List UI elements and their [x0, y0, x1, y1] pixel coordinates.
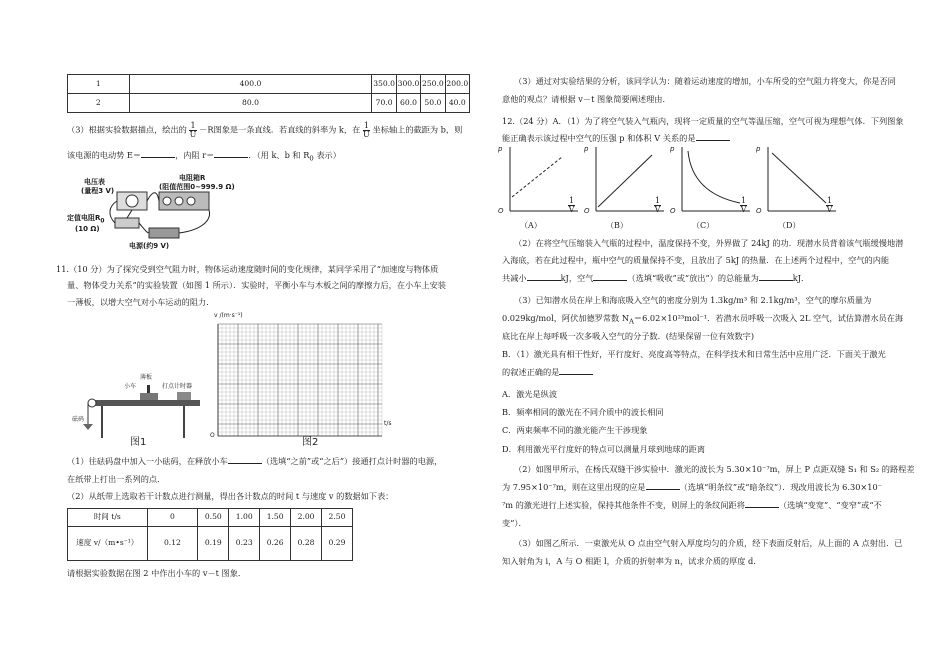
table-cell: 70.0 — [372, 94, 396, 113]
pv-graphs-row — [498, 145, 838, 235]
fraction-numerator: 1 — [363, 121, 369, 130]
a2-line1: （2）在将空气压缩装入气瓶的过程中，温度保持不变，外界做了 24kJ 的功．现潜水员背着该气瓶缓慢地潜 — [514, 238, 904, 248]
resistance-data-table — [67, 74, 470, 113]
answer-blank[interactable] — [759, 273, 793, 281]
text-segment: kJ． — [792, 273, 810, 283]
table-cell: 0 — [147, 509, 198, 527]
option-b[interactable]: B．频率相同的激光在不同介质中的波长相同 — [502, 407, 664, 417]
q10-part3-line1 — [67, 122, 462, 139]
fraction-numerator: 1 — [190, 121, 196, 130]
graph-option-label: （D） — [778, 221, 801, 230]
wire — [179, 210, 210, 233]
b2-line2 — [502, 482, 882, 493]
text-segment: kJ，空气 — [560, 273, 594, 283]
answer-blank[interactable] — [527, 273, 561, 281]
text-segment: 能正确表示该过程中空气的压强 p 和体积 V 关系的是 — [502, 133, 696, 143]
fraction-denominator: U — [189, 130, 197, 139]
text-segment: ⁷m 的激光进行上述实验，保持其他条件不变，则屏上的条纹间距将 — [502, 500, 745, 510]
answer-blank[interactable] — [593, 273, 627, 281]
origin-label: O — [670, 207, 676, 215]
p-axis-label: p — [498, 145, 503, 153]
text-segment: 共减小 — [502, 273, 527, 283]
text-segment: （选填“明条纹”或“暗条纹”）．现改用波长为 6.30×10⁻ — [679, 482, 882, 492]
a2-line3 — [502, 273, 809, 284]
circuit-diagram — [67, 170, 247, 255]
p-axis-label: p — [584, 145, 589, 153]
q11-intro-line2: 量、物体受力关系”的实验装置（如图 1 所示）．实验时，平衡小车与木板之间的摩擦力后，在小车上安装 — [67, 280, 446, 290]
answer-blank[interactable] — [646, 482, 680, 490]
b2-line4: 变”）． — [502, 518, 527, 528]
fraction-denominator: U — [363, 130, 370, 139]
graph-paper — [212, 320, 402, 450]
answer-blank[interactable] — [559, 367, 593, 375]
figure-2-caption: 图2 — [302, 437, 319, 448]
text-segment: ．（用 k、b 和 R — [248, 150, 310, 160]
text-segment: （选填“吸收”或“放出”）的总能量为 — [627, 273, 759, 283]
answer-blank[interactable] — [228, 456, 262, 464]
pv-curve — [512, 157, 562, 197]
resistor-knob — [175, 197, 183, 205]
table-cell: 40.0 — [445, 94, 469, 113]
q11-intro-line1: 11.（10 分）为了探究受到空气阻力时，物体运动速度随时间的变化规律，某同学采用了“加速度与物体质 — [56, 264, 439, 274]
table-cell: 0.29 — [322, 527, 353, 561]
grid-origin-label: O — [210, 432, 215, 439]
q11-part1-line2: 在纸带上打出一系列的点． — [67, 474, 166, 484]
p-axis-label: p — [670, 145, 675, 153]
origin-label: O — [584, 207, 590, 215]
x-axis-label: $\frac{1}{V}$ — [654, 196, 661, 214]
table-cell: 0.19 — [198, 527, 229, 561]
x-axis-label: $\frac{1}{V}$ — [568, 196, 575, 214]
q11-part3-line2: 意他的观点？请根据 v－t 图象简要阐述理由． — [502, 94, 671, 104]
grid-lines — [218, 324, 382, 436]
q11-part1-line1 — [67, 456, 442, 467]
text-segment: （选填“变宽”、“变窄”或“不 — [778, 500, 882, 510]
grid-y-axis-label: v /(m·s⁻¹) — [214, 312, 243, 319]
pv-graph — [670, 145, 748, 235]
a3-line3: 底比在岸上每呼吸一次多吸入空气的分子数．(结果保留一位有效数字) — [502, 331, 755, 341]
text-segment: 定值电阻R — [67, 214, 101, 222]
power-source-label: 电源(约9 V) — [129, 242, 170, 250]
weight-label: 砝码 — [72, 416, 85, 423]
b1-line2 — [502, 367, 593, 378]
pv-graph — [756, 145, 834, 235]
wire — [127, 210, 132, 218]
table-row — [68, 527, 353, 561]
fraction-1-over-U — [189, 122, 196, 139]
q12-line1: 12.（24 分）A．（1）为了将空气装入气瓶内，现将一定质量的空气等温压缩，空气可视为理想气体．下列图象 — [502, 116, 904, 126]
a3-line1: （3）已知潜水员在岸上和海底吸入空气的密度分别为 1.3kg/m³ 和 2.1kg/m³，空气的摩尔质量为 — [514, 295, 872, 305]
track-board — [90, 400, 200, 406]
thin-plate — [147, 385, 150, 393]
option-a[interactable]: A．激光是纵波 — [502, 389, 558, 399]
q11-part2-end: 请根据实验数据在图 2 中作出小车的 v－t 图象． — [67, 568, 247, 578]
origin-label: O — [756, 207, 762, 215]
fixed-resistor-body — [115, 218, 139, 228]
weight-pan — [83, 424, 93, 430]
text-segment: 0.029kg/mol，阿伏加德罗常数 N — [502, 313, 629, 323]
table-cell: 80.0 — [129, 94, 372, 113]
voltmeter-label: 电压表 — [84, 178, 105, 186]
b3-line2: 知入射角为 i，A 与 O 相距 l，介质的折射率为 n，试求介质的厚度 d． — [502, 556, 762, 566]
q11-part3-line1: （3）通过对实验结果的分析，该同学认为：随着运动速度的增加，小车所受的空气阻力将变大，你是否同 — [514, 76, 896, 86]
voltmeter-range-label: (量程3 V) — [81, 187, 115, 195]
table-cell: 200.0 — [445, 75, 469, 94]
a2-line2: 入海底，若在此过程中，瓶中空气的质量保持不变，且放出了 5kJ 的热量．在上述两个过程中，空气的内能 — [502, 255, 890, 265]
subscript: 0 — [309, 154, 314, 163]
table-cell: 60.0 — [396, 94, 420, 113]
text-segment: （3）根据实验数据描点，绘出的 — [67, 124, 187, 135]
table-cell: 300.0 — [396, 75, 420, 94]
table-cell: 50.0 — [421, 94, 445, 113]
car-label: 小车 — [124, 383, 137, 390]
pulley — [88, 399, 96, 407]
fraction-1-over-U — [363, 122, 370, 139]
x-axis-label: $\frac{1}{V}$ — [740, 196, 747, 214]
table-cell: 0.12 — [147, 527, 198, 561]
q10-part3-line2 — [67, 150, 341, 164]
figure-1-apparatus — [72, 370, 202, 450]
wire — [147, 193, 159, 201]
timer — [177, 392, 191, 400]
b2-line3 — [502, 500, 882, 511]
b2-line1: （2）如图甲所示，在杨氏双缝干涉实验中．激光的波长为 5.30×10⁻⁷m，屏上 P 点距双缝 S₁ 和 S₂ 的路程差 — [514, 464, 915, 474]
table-cell: 0.26 — [260, 527, 291, 561]
answer-blank[interactable] — [214, 150, 248, 158]
answer-blank[interactable] — [696, 133, 730, 141]
table-header-cell: 时间 t/s — [68, 509, 148, 527]
x-axis-label: $\frac{1}{V}$ — [826, 196, 833, 214]
answer-blank[interactable] — [745, 500, 779, 508]
resistor-knob — [187, 197, 195, 205]
table-cell: 2 — [68, 94, 130, 113]
table-cell: 1.00 — [229, 509, 260, 527]
voltmeter-dial — [126, 195, 138, 207]
graph-option-label: （A） — [520, 221, 542, 230]
battery-body — [149, 228, 179, 238]
table-cell: 400.0 — [129, 75, 372, 94]
q11-intro-line3: 一薄板，以增大空气对小车运动的阻力． — [67, 297, 215, 307]
pv-curve — [598, 155, 652, 207]
table-cell: 2.00 — [291, 509, 322, 527]
table-cell: 1 — [68, 75, 130, 94]
fixed-resistor-value: (10 Ω) — [75, 225, 100, 233]
table-cell: 0.28 — [291, 527, 322, 561]
q12-line2 — [502, 133, 730, 144]
graph-option-label: （C） — [692, 221, 715, 230]
table-cell: 350.0 — [372, 75, 396, 94]
table-row — [68, 75, 470, 94]
origin-label: O — [498, 207, 504, 215]
text-segment: 的叙述正确的是 — [502, 367, 560, 377]
table-cell: 0.50 — [198, 509, 229, 527]
p-axis-label: p — [756, 145, 761, 153]
text-segment: 坐标轴上的截距为 b，则 — [372, 124, 463, 135]
text-segment: 表示） — [313, 150, 341, 160]
resistor-box-label: 电阻箱R — [179, 174, 206, 182]
text-segment: （选填“之前”或“之后”）接通打点计时器的电源， — [261, 456, 443, 466]
table-row — [68, 509, 353, 527]
figure-1-caption: 图1 — [130, 437, 147, 448]
pv-curve — [688, 151, 740, 203]
timer-label: 打点计时器 — [162, 383, 193, 390]
b1-line1: B．（1）激光具有相干性好，平行度好、亮度高等特点，在科学技术和日常生活中应用广泛．下面关于激光 — [502, 349, 886, 359]
text-segment: （1）往砝码盘中加入一小砝码，在释放小车 — [67, 456, 228, 466]
text-segment: ，内阻 r＝ — [175, 150, 215, 160]
cart — [140, 393, 158, 400]
wire — [139, 223, 149, 233]
text-segment: 该电源的电动势 E＝ — [67, 150, 142, 160]
pv-graph — [498, 145, 576, 235]
answer-blank[interactable] — [141, 150, 175, 158]
resistor-knob — [163, 197, 171, 205]
resistor-range-label: (阻值范围0~999.9 Ω) — [159, 183, 235, 191]
subscript: A — [628, 317, 634, 326]
table-cell: 2.50 — [322, 509, 353, 527]
graph-option-label: （B） — [606, 221, 628, 230]
table-row — [68, 94, 470, 113]
q11-part2-text: （2）从纸带上选取若干计数点进行测量，得出各计数点的时间 t 与速度 v 的数据如下表： — [67, 491, 394, 501]
table-header-cell: 速度 v/（m•s⁻¹） — [68, 527, 148, 561]
grid-x-axis-label: t/s — [384, 420, 392, 427]
option-c[interactable]: C．两束频率不同的激光能产生干涉现象 — [502, 425, 648, 435]
pv-graph — [584, 145, 662, 235]
text-segment: ＝6.02×10²³mol⁻¹．若潜水员呼吸一次吸入 2L 空气，试估算潜水员在海 — [633, 313, 904, 323]
option-d[interactable]: D．利用激光平行度好的特点可以测量月球到地球的距离 — [502, 444, 706, 454]
figure-2-grid — [212, 312, 402, 452]
table-cell: 0.23 — [229, 527, 260, 561]
text-segment: －R图象是一条直线．若直线的斜率为 k，在 — [199, 124, 361, 135]
velocity-data-table — [67, 508, 353, 561]
a3-line2 — [502, 313, 903, 327]
subscript: 0 — [100, 218, 105, 225]
text-segment: 为 7.95×10⁻⁷m，则在这里出现的应是 — [502, 482, 646, 492]
table-cell: 1.50 — [260, 509, 291, 527]
table-cell: 250.0 — [421, 75, 445, 94]
pv-curve — [772, 153, 826, 203]
board-label: 薄板 — [140, 374, 153, 381]
b3-line1: （3）如图乙所示．一束激光从 O 点由空气射入厚度均匀的介质，经下表面反射后，从上面的 A 点射出．已 — [514, 538, 903, 548]
